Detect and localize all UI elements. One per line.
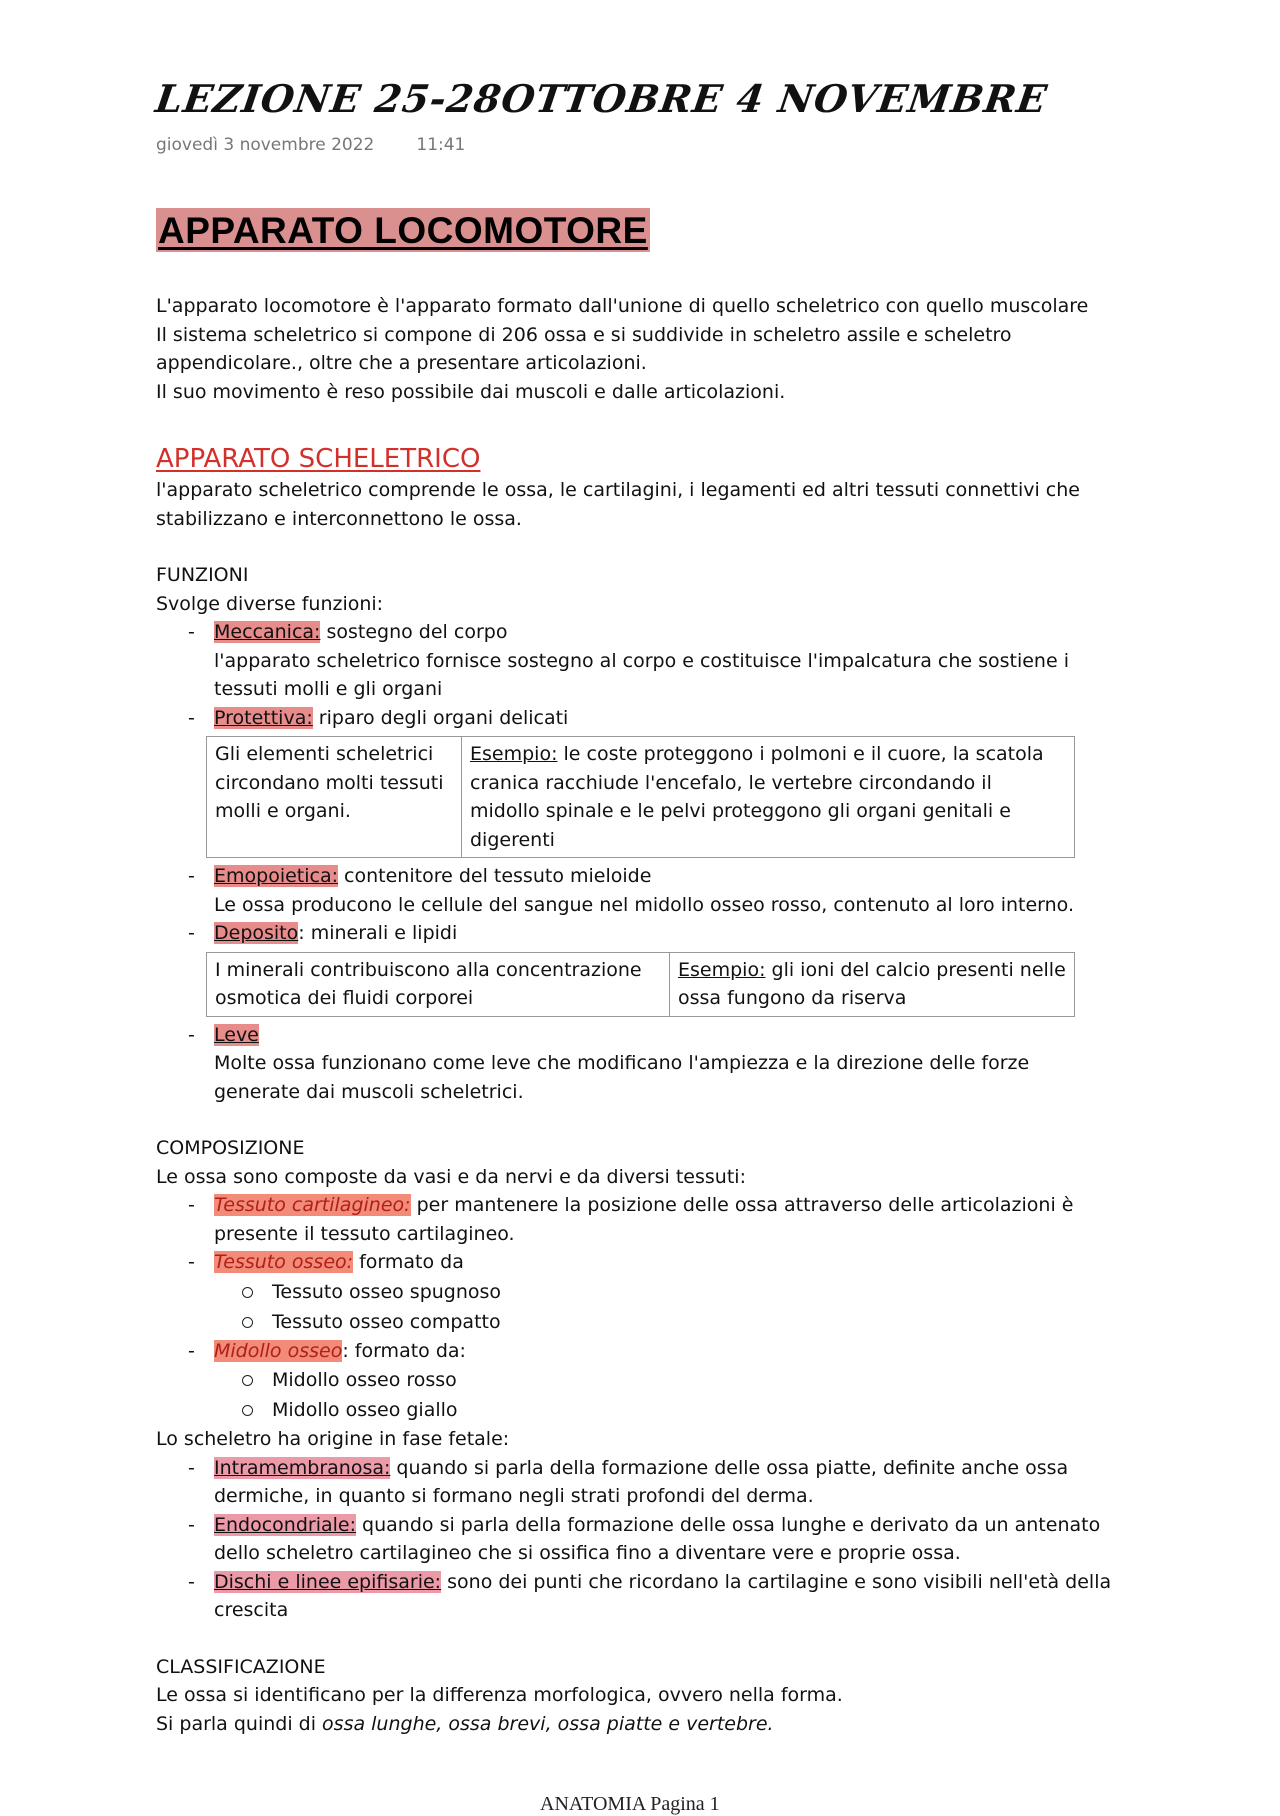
list-item — [214, 919, 1116, 1017]
section-text: l'apparato scheletrico comprende le ossa, le cartilagini, i legamenti ed altri tessuti connettivi che stabilizzano e interconnettono le ossa. — [156, 479, 1080, 530]
sub-item: Midollo osseo rosso — [272, 1365, 1116, 1395]
page-title: LEZIONE 25-28OTTOBRE 4 NOVEMBRE — [152, 76, 1051, 121]
term-desc: quando si parla della formazione delle ossa piatte, definite anche ossa dermiche, in quanto si formano negli strati profondi del derma. — [214, 1456, 1069, 1507]
term-desc: formato da — [353, 1251, 464, 1273]
sub-item: Tessuto osseo spugnoso — [272, 1277, 1116, 1307]
table-cell: Gli elementi scheletrici circondano molti tessuti molli e organi. — [207, 737, 462, 858]
note-body — [156, 292, 1116, 1738]
term-desc: : minerali e lipidi — [298, 922, 458, 944]
term-endocondriale: Endocondriale: — [214, 1513, 357, 1536]
classificazione-line — [156, 1710, 1116, 1739]
composizione-heading: COMPOSIZIONE — [156, 1137, 305, 1159]
term-detail: Le ossa producono le cellule del sangue nel midollo osseo rosso, contenuto al loro interno. — [214, 893, 1075, 916]
term-protettiva: Protettiva: — [214, 706, 313, 729]
origine-list — [156, 1454, 1116, 1625]
list-item — [214, 1454, 1116, 1511]
table-cell — [670, 952, 1075, 1016]
term-dischi: Dischi e linee epifisarie: — [214, 1570, 442, 1593]
list-item — [214, 1337, 1116, 1426]
origine-lead: Lo scheletro ha origine in fase fetale: — [156, 1428, 510, 1450]
intro-line: Il suo movimento è reso possibile dai muscoli e dalle articolazioni. — [156, 380, 786, 403]
section-heading: APPARATO SCHELETRICO — [156, 444, 481, 474]
term-desc: sono dei punti che ricordano la cartilagine e sono visibili nell'età della crescita — [214, 1570, 1112, 1621]
term-desc: per mantenere la posizione delle ossa attraverso delle articolazioni è presente il tessuto cartilagineo. — [214, 1194, 1074, 1245]
intro-line: Il sistema scheletrico si compone di 206 ossa e si suddivide in scheletro assile e scheletro appendicolare., oltre che a presentare articolazioni. — [156, 323, 1012, 374]
term-detail: l'apparato scheletrico fornisce sostegno al corpo e costituisce l'impalcatura che sostiene i tessuti molli e gli organi — [214, 649, 1069, 700]
intro-line: L'apparato locomotore è l'apparato formato dall'unione di quello scheletrico con quello muscolare — [156, 295, 1089, 317]
list-item — [214, 1021, 1116, 1107]
list-item — [214, 1191, 1116, 1248]
deposito-table — [206, 952, 1075, 1017]
list-item — [214, 618, 1116, 704]
table-cell — [462, 737, 1075, 858]
funzioni-lead: Svolge diverse funzioni: — [156, 592, 384, 615]
note-time: 11:41 — [416, 135, 466, 155]
list-item — [214, 1568, 1116, 1625]
list-item — [214, 1511, 1116, 1568]
sub-list — [214, 1277, 1116, 1337]
term-deposito: Deposito — [214, 922, 299, 944]
term-desc: quando si parla della formazione delle ossa lunghe e derivato da un antenato dello scheletro cartilagineo che si ossifica fino a diventare vere e proprie ossa. — [214, 1513, 1101, 1564]
classificazione-line: Le ossa si identificano per la differenza morfologica, ovvero nella forma. — [156, 1684, 843, 1706]
term-osseo: Tessuto osseo: — [214, 1251, 354, 1273]
note-meta — [156, 135, 465, 155]
term-desc: sostegno del corpo — [320, 621, 508, 643]
term-desc: : formato da: — [342, 1339, 466, 1362]
list-item — [214, 704, 1116, 859]
example-label: Esempio: — [470, 743, 558, 765]
protettiva-table — [206, 736, 1075, 858]
term-emopoietica: Emopoietica: — [214, 865, 339, 887]
page-footer: ANATOMIA Pagina 1 — [540, 1793, 720, 1815]
classificazione-heading: CLASSIFICAZIONE — [156, 1655, 326, 1678]
example-text: le coste proteggono i polmoni e il cuore, la scatola cranica racchiude l'encefalo, le vertebre circondando il midollo spinale e le pelvi proteggono gli organi genitali e digerenti — [470, 743, 1044, 851]
main-heading: APPARATO LOCOMOTORE — [158, 210, 648, 251]
sub-list — [214, 1365, 1116, 1425]
example-label: Esempio: — [678, 958, 766, 981]
note-date: giovedì 3 novembre 2022 — [156, 135, 375, 155]
text-prefix: Si parla quindi di — [156, 1712, 323, 1735]
example-text: gli ioni del calcio presenti nelle ossa fungono da riserva — [678, 958, 1066, 1009]
term-detail: Molte ossa funzionano come leve che modificano l'ampiezza e la direzione delle forze generate dai muscoli scheletrici. — [214, 1052, 1030, 1103]
term-meccanica: Meccanica: — [214, 621, 321, 643]
term-cartilagineo: Tessuto cartilagineo: — [214, 1194, 411, 1216]
term-intramembranosa: Intramembranosa: — [214, 1456, 391, 1479]
sub-item: Midollo osseo giallo — [272, 1395, 1116, 1425]
term-desc: contenitore del tessuto mieloide — [338, 865, 652, 887]
list-item — [214, 1248, 1116, 1337]
term-midollo: Midollo osseo — [214, 1339, 343, 1362]
table-cell: I minerali contribuiscono alla concentrazione osmotica dei fluidi corporei — [207, 952, 670, 1016]
term-desc: riparo degli organi delicati — [312, 706, 569, 729]
composizione-list — [156, 1191, 1116, 1425]
sub-item: Tessuto osseo compatto — [272, 1307, 1116, 1337]
italic-text: ossa lunghe, ossa brevi, ossa piatte e vertebre. — [322, 1712, 774, 1735]
funzioni-list — [156, 618, 1116, 1106]
term-leve: Leve — [214, 1023, 259, 1046]
funzioni-heading: FUNZIONI — [156, 564, 249, 586]
list-item — [214, 862, 1116, 919]
composizione-lead: Le ossa sono composte da vasi e da nervi e da diversi tessuti: — [156, 1165, 746, 1188]
